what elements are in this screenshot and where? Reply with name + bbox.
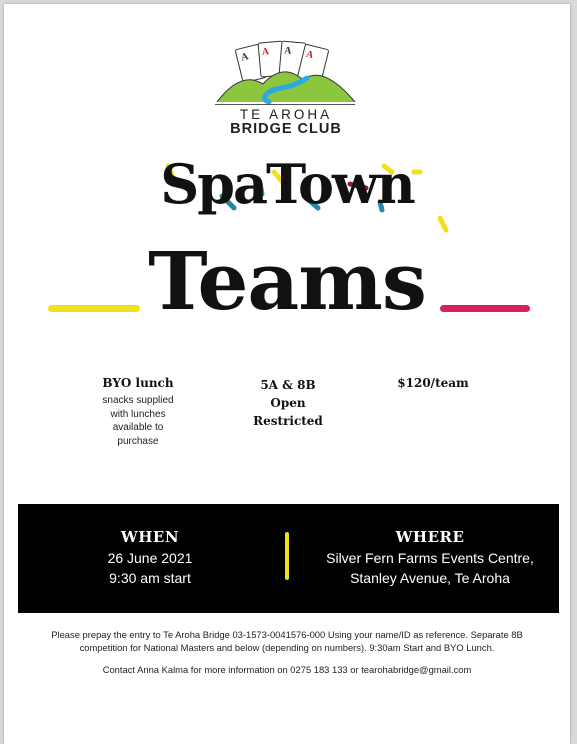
when-heading: WHEN (120, 528, 180, 546)
card-ace-label: A (283, 45, 292, 57)
payment-line: competition for National Masters and below (depending on numbers). 9:30am Start and BYO Lunch. (79, 642, 495, 653)
payment-note (14, 628, 560, 654)
event-time: 9:30 am start (109, 570, 191, 586)
lunch-line: purchase (117, 435, 159, 447)
logo-club-label: BRIDGE CLUB (230, 121, 342, 137)
event-date: 26 June 2021 (107, 550, 193, 566)
payment-line: Please prepay the entry to Te Aroha Bridge 03-1573-0041576-000 Using your name/ID as reference. Separate 8B (51, 629, 523, 640)
lunch-heading: BYO lunch (102, 376, 174, 390)
pink-accent-bar (440, 305, 530, 312)
flyer-page (4, 4, 570, 744)
venue-address: Stanley Avenue, Te Aroha (350, 570, 510, 586)
logo-club-name: TE AROHA (239, 107, 333, 122)
card-ace-label: A (239, 51, 250, 64)
lunch-line: snacks supplied (102, 395, 174, 406)
yellow-accent-bar (48, 305, 140, 312)
event-title-line1: SpaTown (160, 152, 414, 216)
lunch-line: with lunches (110, 408, 166, 420)
where-details (300, 548, 560, 588)
event-title-line2: Teams (148, 234, 426, 328)
lunch-line: available to (112, 422, 164, 433)
when-details (60, 548, 240, 588)
where-heading: WHERE (395, 528, 465, 546)
grades-block (228, 376, 348, 430)
card-ace-label: A (304, 48, 315, 62)
entry-price: $120/team (397, 376, 469, 390)
grades-line: Restricted (253, 414, 323, 428)
card-ace-label: A (261, 46, 270, 58)
grades-line: 5A & 8B (260, 378, 316, 392)
lunch-details (78, 394, 198, 448)
venue-name: Silver Fern Farms Events Centre, (326, 550, 534, 566)
grades-line: Open (270, 396, 306, 410)
contact-info: Contact Anna Kalma for more information on 0275 183 133 or tearohabridge@gmail.com (102, 664, 472, 675)
yellow-divider (285, 532, 289, 580)
